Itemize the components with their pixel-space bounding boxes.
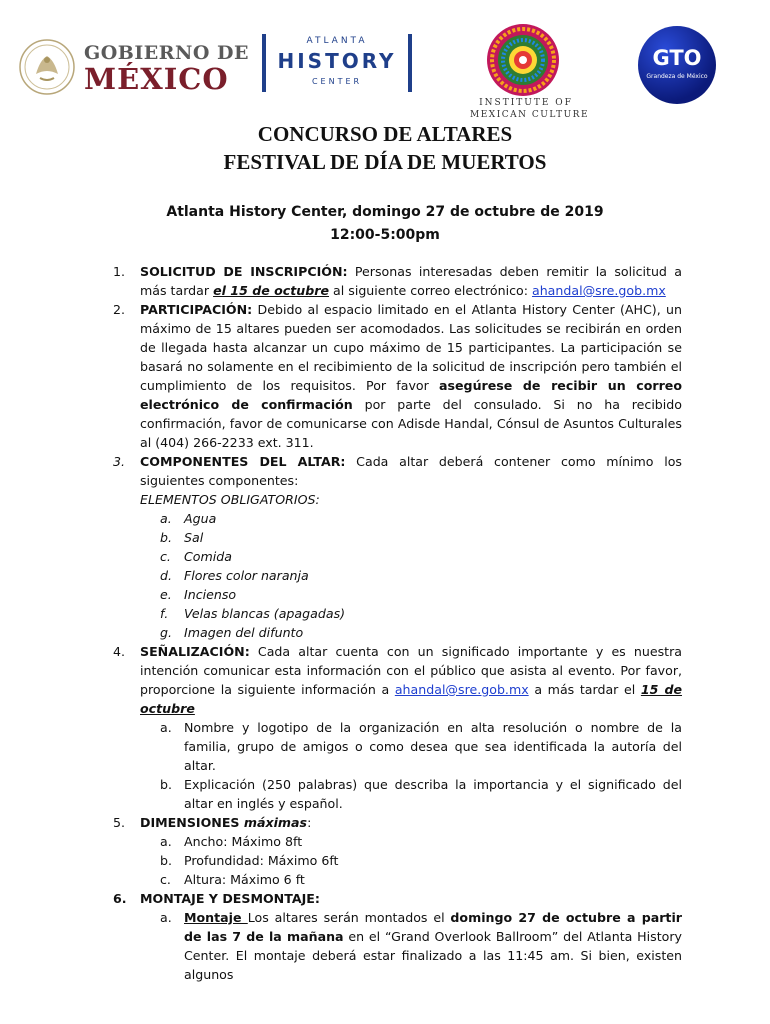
document-body (0, 262, 770, 984)
logo-header (0, 0, 770, 125)
sub-item-heading: Montaje (184, 910, 248, 925)
sub-item-text: Explicación (250 palabras) que describa la importancia y el significado del altar en inglés y español. (184, 777, 682, 811)
institute-mexican-culture-logo (470, 20, 590, 124)
sub-item-letter: g. (160, 625, 172, 640)
item-heading: MONTAJE Y DESMONTAJE: (140, 891, 320, 906)
email-link[interactable]: ahandal@sre.gob.mx (531, 283, 666, 298)
item-heading: SEÑALIZACIÓN: (140, 644, 250, 659)
item-text: Personas interesadas deben remitir la solicitud a más tardar (140, 264, 682, 298)
item-number: 2. (113, 302, 126, 317)
sub-item-letter: c. (160, 872, 171, 887)
sub-item-letter: b. (160, 853, 172, 868)
atlanta-history-center-logo (262, 34, 412, 92)
sub-item-text: Altura: Máximo 6 ft (184, 872, 305, 887)
signage-item (160, 775, 682, 813)
title-line1: CONCURSO DE ALTARES (257, 122, 513, 146)
item-number: 3. (113, 454, 126, 469)
imc-line1: INSTITUTE OF (479, 98, 573, 108)
ahc-atlanta: ATLANTA (306, 36, 368, 46)
sub-item-letter: b. (160, 530, 172, 545)
required-element-item (160, 566, 682, 585)
item-number: 6. (113, 891, 127, 906)
signage-list (140, 718, 682, 813)
item-heading: SOLICITUD DE INSCRIPCIÓN: (140, 264, 348, 279)
dimensions-list (140, 832, 682, 889)
dimension-item (160, 851, 682, 870)
item-number: 1. (113, 264, 126, 279)
imc-line2: MEXICAN CULTURE (470, 110, 590, 120)
email-link[interactable]: ahandal@sre.gob.mx (394, 682, 529, 697)
item-number: 5. (113, 815, 126, 830)
required-element-item (160, 604, 682, 623)
sub-item-letter: f. (160, 606, 169, 621)
deadline-text: el 15 de octubre (213, 283, 330, 298)
required-elements-list (140, 509, 682, 642)
sub-item-letter: d. (160, 568, 172, 583)
sub-item-text: Velas blancas (apagadas) (184, 606, 346, 621)
gto-text: GTO (652, 46, 702, 70)
item-text: Cada altar deberá contener como mínimo los siguientes componentes: (140, 454, 682, 488)
required-element-item (160, 585, 682, 604)
item-text: Debido al espacio limitado en el Atlanta History Center (AHC), un máximo de 15 altares pueden ser acomodados. Las solicitudes se recibirán en orden de llegada hasta alcanzar un cupo máximo de 15 participantes. La participación se basará no solamente en el recibimiento de la solicitud de inscripción pero también el cumplimiento de los requisitos. Por favor (140, 302, 682, 393)
sub-item-letter: a. (160, 910, 172, 925)
sub-item-letter: a. (160, 511, 172, 526)
item-text: por parte del consulado. Si no ha recibido confirmación, favor de comunicarse con Adisde Handal, Cónsul de Asuntos Culturales al (404) 266-2233 ext. 311. (140, 397, 683, 450)
list-item-6 (113, 889, 682, 984)
item-text: al siguiente correo electrónico: (329, 283, 532, 298)
item-text: Cada altar cuenta con un significado importante y es nuestra intención comunicar esta información con el público que asista al evento. Por favor, proporcione la siguiente información a (140, 644, 682, 697)
required-element-item (160, 528, 682, 547)
list-item-1 (113, 262, 682, 300)
required-elements-heading: ELEMENTOS OBLIGATORIOS: (140, 492, 320, 507)
confirmation-note: asegúrese de recibir un correo electrónico de confirmación (140, 378, 682, 412)
sub-item-text: Profundidad: Máximo 6ft (184, 853, 339, 868)
gto-tagline: Grandeza de México (646, 73, 708, 80)
event-location-date: Atlanta History Center, domingo 27 de octubre de 2019 (166, 204, 604, 220)
title-line2: FESTIVAL DE DÍA DE MUERTOS (223, 150, 547, 174)
ahc-history: HISTORY (277, 49, 397, 73)
sub-item-text: Sal (184, 530, 204, 545)
required-element-item (160, 547, 682, 566)
gto-logo (638, 26, 716, 104)
event-time: 12:00-5:00pm (330, 227, 440, 243)
required-element-item (160, 623, 682, 642)
item-heading: PARTICIPACIÓN: (140, 302, 253, 317)
sub-item-text: Comida (184, 549, 232, 564)
list-item-5 (113, 813, 682, 889)
mexico-eagle-seal-icon (18, 38, 76, 96)
sub-item-text: Incienso (184, 587, 237, 602)
sub-item-letter: a. (160, 720, 172, 735)
item-text: a más tardar el (528, 682, 641, 697)
item-heading-italic: máximas (243, 815, 308, 830)
deadline-text: 15 de octubre (140, 682, 682, 716)
sub-item-text: Flores color naranja (184, 568, 309, 583)
sub-item-text: Agua (184, 511, 217, 526)
sub-item-letter: e. (160, 587, 172, 602)
gobierno-de-mexico-logo (18, 38, 249, 96)
item-number: 4. (113, 644, 126, 659)
heading-colon: : (307, 815, 312, 830)
item-heading: DIMENSIONES (140, 815, 244, 830)
sub-item-text: Nombre y logotipo de la organización en alta resolución o nombre de la familia, grupo de amigos o como desea que sea identificada la autoría del altar. (184, 720, 682, 773)
sub-item-letter: c. (160, 549, 171, 564)
signage-item (160, 718, 682, 775)
sub-item-letter: b. (160, 777, 172, 792)
list-item-3 (113, 452, 682, 642)
dimension-item (160, 870, 682, 889)
dimension-item (160, 832, 682, 851)
sub-item-date: domingo 27 de octubre a partir de las 7 de la mañana (184, 910, 682, 944)
sub-item-text: Ancho: Máximo 8ft (184, 834, 303, 849)
sub-item-montaje (160, 908, 682, 984)
sub-item-text: Los altares serán montados el (247, 910, 451, 925)
item-heading: COMPONENTES DEL ALTAR: (140, 454, 346, 469)
sub-item-text: en el “Grand Overlook Ballroom” del Atlanta History Center. El montaje deberá estar finalizado a las 11:45 am. Si bien, existen algunos (184, 929, 682, 982)
sub-item-letter: a. (160, 834, 172, 849)
list-item-4 (113, 642, 682, 813)
mexico-line2: MÉXICO (84, 62, 229, 96)
list-item-2 (113, 300, 683, 452)
sub-item-text: Imagen del difunto (184, 625, 304, 640)
mandala-icon (485, 22, 561, 98)
ahc-center: CENTER (311, 77, 363, 86)
gobierno-line1: GOBIERNO DE (84, 42, 249, 64)
required-element-item (160, 509, 682, 528)
